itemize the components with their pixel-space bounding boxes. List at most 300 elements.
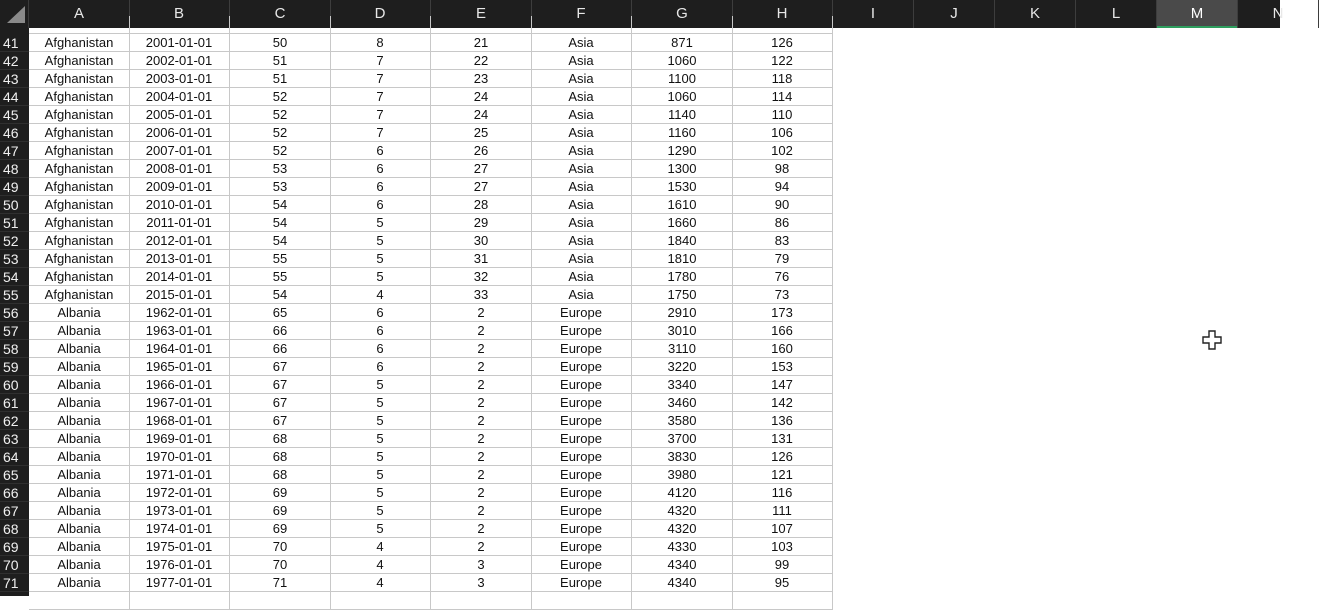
table-cell[interactable]: 126 bbox=[732, 34, 833, 52]
row-header[interactable]: 62 bbox=[0, 412, 29, 430]
row-header[interactable]: 51 bbox=[0, 214, 29, 232]
row-header[interactable]: 71 bbox=[0, 574, 29, 592]
table-cell[interactable]: 30 bbox=[431, 232, 532, 250]
table-cell[interactable]: 2008-01-01 bbox=[129, 160, 230, 178]
row-header[interactable]: 55 bbox=[0, 286, 29, 304]
table-cell[interactable]: 1967-01-01 bbox=[129, 394, 230, 412]
row-header[interactable]: 66 bbox=[0, 484, 29, 502]
table-cell[interactable]: 2001-01-01 bbox=[129, 34, 230, 52]
table-cell[interactable]: 79 bbox=[732, 250, 833, 268]
table-cell[interactable]: 27 bbox=[431, 178, 532, 196]
table-cell[interactable]: 6 bbox=[330, 322, 431, 340]
table-cell[interactable]: Asia bbox=[531, 34, 632, 52]
table-cell[interactable]: 1969-01-01 bbox=[129, 430, 230, 448]
table-cell[interactable]: Asia bbox=[531, 70, 632, 88]
table-cell[interactable]: Europe bbox=[531, 484, 632, 502]
table-cell[interactable]: Europe bbox=[531, 322, 632, 340]
table-cell[interactable]: Asia bbox=[531, 142, 632, 160]
table-cell[interactable]: 2014-01-01 bbox=[129, 268, 230, 286]
table-cell[interactable]: 142 bbox=[732, 394, 833, 412]
table-cell[interactable]: 3460 bbox=[632, 394, 733, 412]
column-header-j[interactable]: J bbox=[914, 0, 995, 28]
table-cell[interactable] bbox=[431, 16, 532, 34]
table-cell[interactable]: 4340 bbox=[632, 556, 733, 574]
cell-grid[interactable] bbox=[29, 28, 833, 596]
table-cell[interactable]: Europe bbox=[531, 394, 632, 412]
table-cell[interactable]: 53 bbox=[230, 178, 331, 196]
row-header[interactable]: 60 bbox=[0, 376, 29, 394]
table-cell[interactable] bbox=[632, 592, 733, 610]
table-cell[interactable]: 1977-01-01 bbox=[129, 574, 230, 592]
table-cell[interactable]: 131 bbox=[732, 430, 833, 448]
table-cell[interactable]: 24 bbox=[431, 88, 532, 106]
table-cell[interactable]: 3010 bbox=[632, 322, 733, 340]
row-header[interactable]: 59 bbox=[0, 358, 29, 376]
row-header[interactable]: 52 bbox=[0, 232, 29, 250]
table-cell[interactable]: 2 bbox=[431, 304, 532, 322]
row-header[interactable]: 70 bbox=[0, 556, 29, 574]
table-cell[interactable]: 5 bbox=[330, 502, 431, 520]
table-cell[interactable]: 1968-01-01 bbox=[129, 412, 230, 430]
table-cell[interactable]: 114 bbox=[732, 88, 833, 106]
table-cell[interactable]: 67 bbox=[230, 394, 331, 412]
table-cell[interactable] bbox=[129, 16, 230, 34]
table-cell[interactable]: Albania bbox=[29, 556, 130, 574]
row-header[interactable]: 58 bbox=[0, 340, 29, 358]
row-header[interactable]: 64 bbox=[0, 448, 29, 466]
table-cell[interactable]: 4 bbox=[330, 538, 431, 556]
table-cell[interactable]: 4340 bbox=[632, 574, 733, 592]
table-cell[interactable]: 3580 bbox=[632, 412, 733, 430]
table-cell[interactable]: 3980 bbox=[632, 466, 733, 484]
table-cell[interactable]: 1962-01-01 bbox=[129, 304, 230, 322]
table-cell[interactable]: Europe bbox=[531, 304, 632, 322]
table-cell[interactable]: 76 bbox=[732, 268, 833, 286]
table-cell[interactable]: 31 bbox=[431, 250, 532, 268]
table-cell[interactable]: Asia bbox=[531, 160, 632, 178]
table-cell[interactable]: 1060 bbox=[632, 52, 733, 70]
table-cell[interactable]: 21 bbox=[431, 34, 532, 52]
table-cell[interactable]: Asia bbox=[531, 178, 632, 196]
table-cell[interactable]: Asia bbox=[531, 88, 632, 106]
table-cell[interactable]: 5 bbox=[330, 520, 431, 538]
table-cell[interactable]: 6 bbox=[330, 196, 431, 214]
table-cell[interactable]: 68 bbox=[230, 448, 331, 466]
table-cell[interactable]: 173 bbox=[732, 304, 833, 322]
table-cell[interactable]: Europe bbox=[531, 340, 632, 358]
table-cell[interactable]: 29 bbox=[431, 214, 532, 232]
table-cell[interactable]: 83 bbox=[732, 232, 833, 250]
table-cell[interactable]: 2013-01-01 bbox=[129, 250, 230, 268]
table-cell[interactable]: 1660 bbox=[632, 214, 733, 232]
table-cell[interactable]: 1974-01-01 bbox=[129, 520, 230, 538]
table-cell[interactable]: 103 bbox=[732, 538, 833, 556]
table-cell[interactable]: 1970-01-01 bbox=[129, 448, 230, 466]
row-header[interactable]: 63 bbox=[0, 430, 29, 448]
table-cell[interactable]: 1964-01-01 bbox=[129, 340, 230, 358]
table-cell[interactable]: 2 bbox=[431, 412, 532, 430]
table-cell[interactable] bbox=[129, 592, 230, 610]
table-cell[interactable]: Afghanistan bbox=[29, 214, 130, 232]
table-cell[interactable]: 2007-01-01 bbox=[129, 142, 230, 160]
table-cell[interactable]: Asia bbox=[531, 250, 632, 268]
table-cell[interactable]: 8 bbox=[330, 34, 431, 52]
table-cell[interactable]: 1100 bbox=[632, 70, 733, 88]
table-cell[interactable]: Afghanistan bbox=[29, 70, 130, 88]
row-header[interactable]: 47 bbox=[0, 142, 29, 160]
table-cell[interactable]: 5 bbox=[330, 214, 431, 232]
table-cell[interactable] bbox=[29, 592, 130, 610]
table-cell[interactable]: 55 bbox=[230, 250, 331, 268]
row-header[interactable]: 50 bbox=[0, 196, 29, 214]
table-cell[interactable]: Afghanistan bbox=[29, 196, 130, 214]
row-header[interactable]: 53 bbox=[0, 250, 29, 268]
table-cell[interactable]: 5 bbox=[330, 484, 431, 502]
table-cell[interactable]: Afghanistan bbox=[29, 268, 130, 286]
table-cell[interactable]: Afghanistan bbox=[29, 160, 130, 178]
table-cell[interactable]: Albania bbox=[29, 538, 130, 556]
table-cell[interactable]: 66 bbox=[230, 340, 331, 358]
table-cell[interactable]: Europe bbox=[531, 556, 632, 574]
table-cell[interactable]: Europe bbox=[531, 358, 632, 376]
table-cell[interactable]: 1975-01-01 bbox=[129, 538, 230, 556]
table-cell[interactable]: 107 bbox=[732, 520, 833, 538]
table-cell[interactable]: Europe bbox=[531, 466, 632, 484]
table-cell[interactable]: 55 bbox=[230, 268, 331, 286]
table-cell[interactable]: Asia bbox=[531, 214, 632, 232]
table-cell[interactable]: Asia bbox=[531, 124, 632, 142]
table-cell[interactable]: 66 bbox=[230, 322, 331, 340]
row-header[interactable]: 42 bbox=[0, 52, 29, 70]
column-header-k[interactable]: K bbox=[995, 0, 1076, 28]
table-cell[interactable]: 53 bbox=[230, 160, 331, 178]
table-cell[interactable]: Afghanistan bbox=[29, 232, 130, 250]
table-cell[interactable]: 5 bbox=[330, 448, 431, 466]
table-cell[interactable]: 122 bbox=[732, 52, 833, 70]
table-cell[interactable]: Afghanistan bbox=[29, 286, 130, 304]
table-cell[interactable]: 99 bbox=[732, 556, 833, 574]
select-all-button[interactable] bbox=[0, 0, 29, 28]
table-cell[interactable]: 95 bbox=[732, 574, 833, 592]
table-cell[interactable]: 5 bbox=[330, 466, 431, 484]
table-cell[interactable] bbox=[431, 592, 532, 610]
table-cell[interactable]: 1973-01-01 bbox=[129, 502, 230, 520]
table-cell[interactable]: 4320 bbox=[632, 520, 733, 538]
table-cell[interactable]: Europe bbox=[531, 574, 632, 592]
table-cell[interactable]: 2010-01-01 bbox=[129, 196, 230, 214]
table-cell[interactable]: 52 bbox=[230, 124, 331, 142]
table-cell[interactable]: 4120 bbox=[632, 484, 733, 502]
table-cell[interactable]: Albania bbox=[29, 358, 130, 376]
table-cell[interactable]: Afghanistan bbox=[29, 52, 130, 70]
table-cell[interactable]: 1965-01-01 bbox=[129, 358, 230, 376]
table-cell[interactable]: 3700 bbox=[632, 430, 733, 448]
table-cell[interactable]: Asia bbox=[531, 232, 632, 250]
table-cell[interactable]: 2 bbox=[431, 520, 532, 538]
table-cell[interactable]: 52 bbox=[230, 142, 331, 160]
table-cell[interactable]: 118 bbox=[732, 70, 833, 88]
table-cell[interactable]: 2 bbox=[431, 358, 532, 376]
table-cell[interactable]: 136 bbox=[732, 412, 833, 430]
table-cell[interactable]: 25 bbox=[431, 124, 532, 142]
table-cell[interactable]: 2 bbox=[431, 394, 532, 412]
table-cell[interactable]: 54 bbox=[230, 196, 331, 214]
table-cell[interactable]: Albania bbox=[29, 466, 130, 484]
row-header[interactable]: 46 bbox=[0, 124, 29, 142]
table-cell[interactable]: Afghanistan bbox=[29, 178, 130, 196]
table-cell[interactable]: 1140 bbox=[632, 106, 733, 124]
table-cell[interactable]: Afghanistan bbox=[29, 142, 130, 160]
table-cell[interactable]: 6 bbox=[330, 178, 431, 196]
table-cell[interactable]: 1750 bbox=[632, 286, 733, 304]
table-cell[interactable]: Albania bbox=[29, 322, 130, 340]
table-cell[interactable]: 2004-01-01 bbox=[129, 88, 230, 106]
table-cell[interactable]: Europe bbox=[531, 520, 632, 538]
table-cell[interactable]: 70 bbox=[230, 538, 331, 556]
table-cell[interactable] bbox=[330, 16, 431, 34]
table-cell[interactable] bbox=[732, 592, 833, 610]
table-cell[interactable]: 70 bbox=[230, 556, 331, 574]
table-cell[interactable]: 68 bbox=[230, 430, 331, 448]
table-cell[interactable]: 6 bbox=[330, 142, 431, 160]
table-cell[interactable]: Albania bbox=[29, 520, 130, 538]
table-cell[interactable] bbox=[732, 16, 833, 34]
table-cell[interactable]: 5 bbox=[330, 394, 431, 412]
table-cell[interactable]: 54 bbox=[230, 214, 331, 232]
table-cell[interactable]: Albania bbox=[29, 448, 130, 466]
table-cell[interactable]: 4330 bbox=[632, 538, 733, 556]
table-cell[interactable]: 2 bbox=[431, 430, 532, 448]
column-header-d[interactable]: D bbox=[330, 0, 431, 28]
table-cell[interactable]: Albania bbox=[29, 484, 130, 502]
table-cell[interactable]: 2 bbox=[431, 502, 532, 520]
table-cell[interactable]: 1060 bbox=[632, 88, 733, 106]
table-cell[interactable]: 4 bbox=[330, 286, 431, 304]
table-cell[interactable]: 22 bbox=[431, 52, 532, 70]
table-cell[interactable]: 28 bbox=[431, 196, 532, 214]
table-cell[interactable]: 1300 bbox=[632, 160, 733, 178]
table-cell[interactable]: 5 bbox=[330, 376, 431, 394]
table-cell[interactable]: 4 bbox=[330, 556, 431, 574]
table-cell[interactable]: 1160 bbox=[632, 124, 733, 142]
table-cell[interactable]: 2910 bbox=[632, 304, 733, 322]
column-header-e[interactable]: E bbox=[431, 0, 532, 28]
table-cell[interactable]: 871 bbox=[632, 34, 733, 52]
table-cell[interactable]: 1610 bbox=[632, 196, 733, 214]
table-cell[interactable]: Afghanistan bbox=[29, 106, 130, 124]
table-cell[interactable]: 2 bbox=[431, 322, 532, 340]
column-header-g[interactable]: G bbox=[632, 0, 733, 28]
table-cell[interactable]: Asia bbox=[531, 106, 632, 124]
table-cell[interactable]: 2 bbox=[431, 376, 532, 394]
table-cell[interactable]: 6 bbox=[330, 358, 431, 376]
column-header-h[interactable]: H bbox=[732, 0, 833, 28]
table-cell[interactable] bbox=[531, 592, 632, 610]
table-cell[interactable]: 69 bbox=[230, 520, 331, 538]
table-cell[interactable]: 1963-01-01 bbox=[129, 322, 230, 340]
table-cell[interactable]: Albania bbox=[29, 502, 130, 520]
table-cell[interactable]: 5 bbox=[330, 412, 431, 430]
column-header-n[interactable]: N bbox=[1238, 0, 1319, 28]
table-cell[interactable]: 7 bbox=[330, 70, 431, 88]
table-cell[interactable]: 5 bbox=[330, 430, 431, 448]
table-cell[interactable]: 1840 bbox=[632, 232, 733, 250]
table-cell[interactable]: 52 bbox=[230, 106, 331, 124]
table-cell[interactable]: Albania bbox=[29, 412, 130, 430]
table-cell[interactable]: 32 bbox=[431, 268, 532, 286]
table-cell[interactable]: Afghanistan bbox=[29, 88, 130, 106]
table-cell[interactable]: 67 bbox=[230, 358, 331, 376]
table-cell[interactable]: Europe bbox=[531, 448, 632, 466]
table-cell[interactable] bbox=[230, 592, 331, 610]
table-cell[interactable] bbox=[531, 16, 632, 34]
table-cell[interactable]: 2012-01-01 bbox=[129, 232, 230, 250]
table-cell[interactable]: 5 bbox=[330, 250, 431, 268]
table-cell[interactable]: 7 bbox=[330, 124, 431, 142]
table-cell[interactable]: Albania bbox=[29, 394, 130, 412]
row-header[interactable]: 69 bbox=[0, 538, 29, 556]
table-cell[interactable] bbox=[230, 16, 331, 34]
table-cell[interactable]: 126 bbox=[732, 448, 833, 466]
row-header[interactable]: 48 bbox=[0, 160, 29, 178]
table-cell[interactable]: 3220 bbox=[632, 358, 733, 376]
table-cell[interactable]: Europe bbox=[531, 412, 632, 430]
table-cell[interactable]: 6 bbox=[330, 304, 431, 322]
table-cell[interactable]: 1972-01-01 bbox=[129, 484, 230, 502]
table-cell[interactable]: 121 bbox=[732, 466, 833, 484]
table-cell[interactable]: 27 bbox=[431, 160, 532, 178]
row-header[interactable]: 49 bbox=[0, 178, 29, 196]
table-cell[interactable]: 6 bbox=[330, 160, 431, 178]
table-cell[interactable]: 7 bbox=[330, 106, 431, 124]
table-cell[interactable]: Albania bbox=[29, 340, 130, 358]
table-cell[interactable]: 67 bbox=[230, 412, 331, 430]
table-cell[interactable]: 1530 bbox=[632, 178, 733, 196]
row-header[interactable]: 45 bbox=[0, 106, 29, 124]
table-cell[interactable]: 110 bbox=[732, 106, 833, 124]
table-cell[interactable]: 6 bbox=[330, 340, 431, 358]
table-cell[interactable]: 33 bbox=[431, 286, 532, 304]
column-header-a[interactable]: A bbox=[29, 0, 130, 28]
table-cell[interactable]: 2 bbox=[431, 340, 532, 358]
column-header-c[interactable]: C bbox=[230, 0, 331, 28]
row-header[interactable]: 41 bbox=[0, 34, 29, 52]
column-header-m[interactable]: M bbox=[1157, 0, 1238, 28]
row-header[interactable]: 57 bbox=[0, 322, 29, 340]
row-header[interactable]: 56 bbox=[0, 304, 29, 322]
column-header-f[interactable]: F bbox=[531, 0, 632, 28]
table-cell[interactable]: 160 bbox=[732, 340, 833, 358]
table-cell[interactable]: 69 bbox=[230, 502, 331, 520]
table-cell[interactable]: 153 bbox=[732, 358, 833, 376]
table-cell[interactable]: 65 bbox=[230, 304, 331, 322]
table-cell[interactable]: 116 bbox=[732, 484, 833, 502]
column-header-b[interactable]: B bbox=[129, 0, 230, 28]
table-cell[interactable]: Europe bbox=[531, 376, 632, 394]
table-cell[interactable]: Europe bbox=[531, 502, 632, 520]
table-cell[interactable]: 2 bbox=[431, 466, 532, 484]
table-cell[interactable]: 54 bbox=[230, 286, 331, 304]
table-cell[interactable]: Asia bbox=[531, 52, 632, 70]
table-cell[interactable]: 2002-01-01 bbox=[129, 52, 230, 70]
table-cell[interactable]: 1780 bbox=[632, 268, 733, 286]
row-header[interactable]: 67 bbox=[0, 502, 29, 520]
table-cell[interactable]: 50 bbox=[230, 34, 331, 52]
table-cell[interactable]: 24 bbox=[431, 106, 532, 124]
table-cell[interactable]: 106 bbox=[732, 124, 833, 142]
table-cell[interactable]: Europe bbox=[531, 538, 632, 556]
table-cell[interactable]: 51 bbox=[230, 52, 331, 70]
row-header[interactable]: 43 bbox=[0, 70, 29, 88]
table-cell[interactable]: Albania bbox=[29, 376, 130, 394]
table-cell[interactable]: 3830 bbox=[632, 448, 733, 466]
column-header-l[interactable]: L bbox=[1076, 0, 1157, 28]
table-cell[interactable]: 2006-01-01 bbox=[129, 124, 230, 142]
table-cell[interactable]: 2 bbox=[431, 448, 532, 466]
table-cell[interactable]: Asia bbox=[531, 196, 632, 214]
table-cell[interactable]: 1971-01-01 bbox=[129, 466, 230, 484]
table-cell[interactable]: 5 bbox=[330, 268, 431, 286]
table-cell[interactable]: 2009-01-01 bbox=[129, 178, 230, 196]
table-cell[interactable]: 3 bbox=[431, 556, 532, 574]
table-cell[interactable]: Albania bbox=[29, 430, 130, 448]
table-cell[interactable]: Afghanistan bbox=[29, 34, 130, 52]
table-cell[interactable] bbox=[330, 592, 431, 610]
table-cell[interactable] bbox=[29, 16, 130, 34]
table-cell[interactable]: 166 bbox=[732, 322, 833, 340]
table-cell[interactable]: 71 bbox=[230, 574, 331, 592]
table-cell[interactable]: 90 bbox=[732, 196, 833, 214]
row-header[interactable]: 54 bbox=[0, 268, 29, 286]
table-cell[interactable]: Europe bbox=[531, 430, 632, 448]
table-cell[interactable]: Afghanistan bbox=[29, 250, 130, 268]
table-cell[interactable]: 5 bbox=[330, 232, 431, 250]
table-cell[interactable]: 68 bbox=[230, 466, 331, 484]
table-cell[interactable]: 3110 bbox=[632, 340, 733, 358]
table-cell[interactable]: 94 bbox=[732, 178, 833, 196]
table-cell[interactable]: 1966-01-01 bbox=[129, 376, 230, 394]
table-cell[interactable]: Asia bbox=[531, 286, 632, 304]
table-cell[interactable]: 2015-01-01 bbox=[129, 286, 230, 304]
table-cell[interactable]: Asia bbox=[531, 268, 632, 286]
table-cell[interactable]: 4320 bbox=[632, 502, 733, 520]
table-cell[interactable]: 67 bbox=[230, 376, 331, 394]
table-cell[interactable]: 2005-01-01 bbox=[129, 106, 230, 124]
table-cell[interactable]: 3340 bbox=[632, 376, 733, 394]
table-cell[interactable] bbox=[632, 16, 733, 34]
table-cell[interactable]: Afghanistan bbox=[29, 124, 130, 142]
table-cell[interactable]: 73 bbox=[732, 286, 833, 304]
column-header-i[interactable]: I bbox=[833, 0, 914, 28]
table-cell[interactable]: 51 bbox=[230, 70, 331, 88]
table-cell[interactable]: 1290 bbox=[632, 142, 733, 160]
table-cell[interactable]: 26 bbox=[431, 142, 532, 160]
table-cell[interactable]: 3 bbox=[431, 574, 532, 592]
table-cell[interactable]: 86 bbox=[732, 214, 833, 232]
table-cell[interactable]: 98 bbox=[732, 160, 833, 178]
table-cell[interactable]: 69 bbox=[230, 484, 331, 502]
table-cell[interactable]: 54 bbox=[230, 232, 331, 250]
table-cell[interactable]: 2011-01-01 bbox=[129, 214, 230, 232]
table-cell[interactable]: 1810 bbox=[632, 250, 733, 268]
table-cell[interactable]: 23 bbox=[431, 70, 532, 88]
table-cell[interactable]: 4 bbox=[330, 574, 431, 592]
table-cell[interactable]: Albania bbox=[29, 574, 130, 592]
row-header[interactable]: 61 bbox=[0, 394, 29, 412]
table-cell[interactable]: 102 bbox=[732, 142, 833, 160]
row-header[interactable]: 44 bbox=[0, 88, 29, 106]
table-cell[interactable]: 2 bbox=[431, 538, 532, 556]
